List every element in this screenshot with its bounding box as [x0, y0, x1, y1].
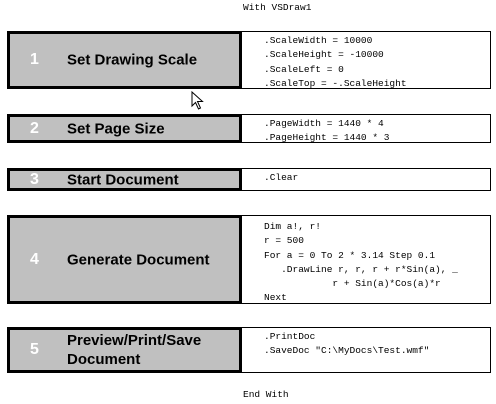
step-number: 2 — [30, 119, 39, 137]
code-line: r + Sin(a)*Cos(a)*r — [264, 278, 441, 290]
step-label: Generate Document — [67, 251, 210, 268]
code-line: .ScaleLeft = 0 — [264, 63, 344, 75]
step-number: 5 — [30, 341, 39, 358]
step-4-code — [241, 215, 491, 304]
step-5-box — [7, 327, 242, 373]
mouse-pointer-icon — [191, 91, 205, 111]
code-line: Next — [264, 292, 287, 304]
step-4-box — [7, 215, 242, 304]
code-line: .PageWidth = 1440 * 4 — [264, 118, 384, 129]
code-line: .ScaleTop = -.ScaleHeight — [264, 77, 407, 89]
code-line: For a = 0 To 2 * 3.14 Step 0.1 — [264, 249, 436, 261]
step-3-box — [7, 168, 242, 191]
step-number: 1 — [30, 51, 39, 68]
code-line: .DrawLine r, r, r + r*Sin(a), _ — [264, 263, 458, 275]
step-label: Preview/Print/Save Document — [67, 332, 202, 368]
step-label: Set Page Size — [67, 120, 165, 137]
code-line: Dim a!, r! — [264, 221, 322, 232]
step-2-box — [7, 114, 242, 143]
step-label: Start Document — [67, 171, 179, 188]
step-1-box — [7, 31, 242, 89]
with-start-statement: With VSDraw1 — [243, 2, 312, 13]
step-5-code — [241, 327, 491, 373]
step-number: 4 — [30, 250, 39, 268]
code-line: .SaveDoc "C:\MyDocs\Test.wmf" — [264, 345, 430, 357]
end-with-statement: End With — [243, 389, 289, 400]
code-line: r = 500 — [264, 235, 304, 247]
code-line: .ScaleWidth = 10000 — [264, 35, 373, 46]
step-label: Set Drawing Scale — [67, 51, 198, 69]
code-line: .PageHeight = 1440 * 3 — [264, 132, 390, 144]
code-line: .Clear — [264, 172, 299, 183]
step-number: 3 — [30, 170, 39, 188]
step-3-code — [241, 168, 491, 191]
code-line: .PrintDoc — [264, 331, 316, 342]
code-line: .ScaleHeight = -10000 — [264, 49, 384, 61]
step-2-code — [241, 114, 491, 143]
step-1-code — [241, 31, 491, 89]
